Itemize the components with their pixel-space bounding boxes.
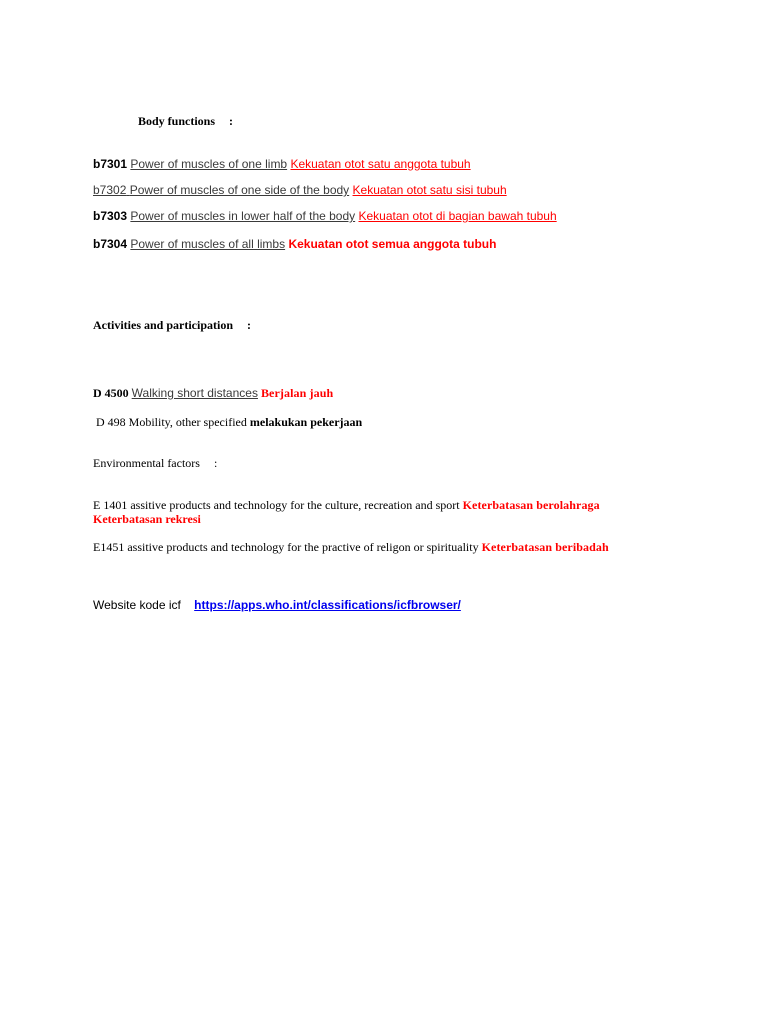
item-indonesian: Kekuatan otot satu anggota tubuh [290, 157, 471, 171]
activities-heading [93, 318, 251, 333]
body-function-item [93, 237, 496, 251]
item-code: b7303 [93, 209, 128, 223]
activity-item [96, 415, 362, 430]
item-indonesian: Keterbatasan beribadah [481, 540, 609, 554]
item-code: E 1401 [93, 498, 128, 512]
item-english: assitive products and technology for the practive of religon or spirituality [127, 540, 479, 554]
item-indonesian: Kekuatan otot di bagian bawah tubuh [358, 209, 557, 223]
item-indonesian: Berjalan jauh [260, 386, 334, 400]
item-english: Walking short distances [131, 386, 258, 400]
environmental-title: Environmental factors [93, 456, 200, 470]
body-function-item [93, 157, 471, 171]
item-english: Power of muscles of all limbs [130, 237, 286, 251]
item-indonesian: Kekuatan otot satu sisi tubuh [352, 183, 507, 197]
item-code: b7302 [93, 183, 127, 197]
item-indonesian: Keterbatasan berolahraga [462, 498, 600, 512]
item-code: b7304 [93, 237, 128, 251]
body-functions-colon: : [229, 114, 234, 128]
item-english: Mobility, other specified [128, 415, 247, 429]
activity-item [93, 386, 333, 401]
website-label: Website kode icf [93, 598, 181, 612]
item-code: b7301 [93, 157, 128, 171]
website-line [93, 598, 461, 612]
website-link[interactable]: https://apps.who.int/classifications/icfbrowser/ [194, 598, 461, 612]
environmental-item-continuation: Keterbatasan rekresi [93, 512, 201, 526]
item-code: D 4500 [93, 386, 129, 400]
item-code: E1451 [93, 540, 125, 554]
activities-colon: : [247, 318, 251, 332]
item-indonesian: melakukan pekerjaan [249, 415, 363, 429]
body-function-item [93, 209, 557, 223]
body-functions-heading [138, 114, 233, 129]
item-english: assitive products and technology for the culture, recreation and sport [130, 498, 460, 512]
item-indonesian: Kekuatan otot semua anggota tubuh [288, 237, 497, 251]
environmental-item [93, 498, 600, 513]
item-english: Power of muscles of one side of the body [129, 183, 350, 197]
body-function-item [93, 183, 507, 197]
item-english: Power of muscles of one limb [130, 157, 288, 171]
body-functions-title: Body functions [138, 114, 216, 128]
item-code: D 498 [96, 415, 126, 429]
item-english: Power of muscles in lower half of the body [130, 209, 356, 223]
environmental-colon: : [213, 456, 218, 470]
activities-title: Activities and participation [93, 318, 233, 332]
environmental-item [93, 540, 609, 555]
environmental-heading [93, 456, 217, 471]
